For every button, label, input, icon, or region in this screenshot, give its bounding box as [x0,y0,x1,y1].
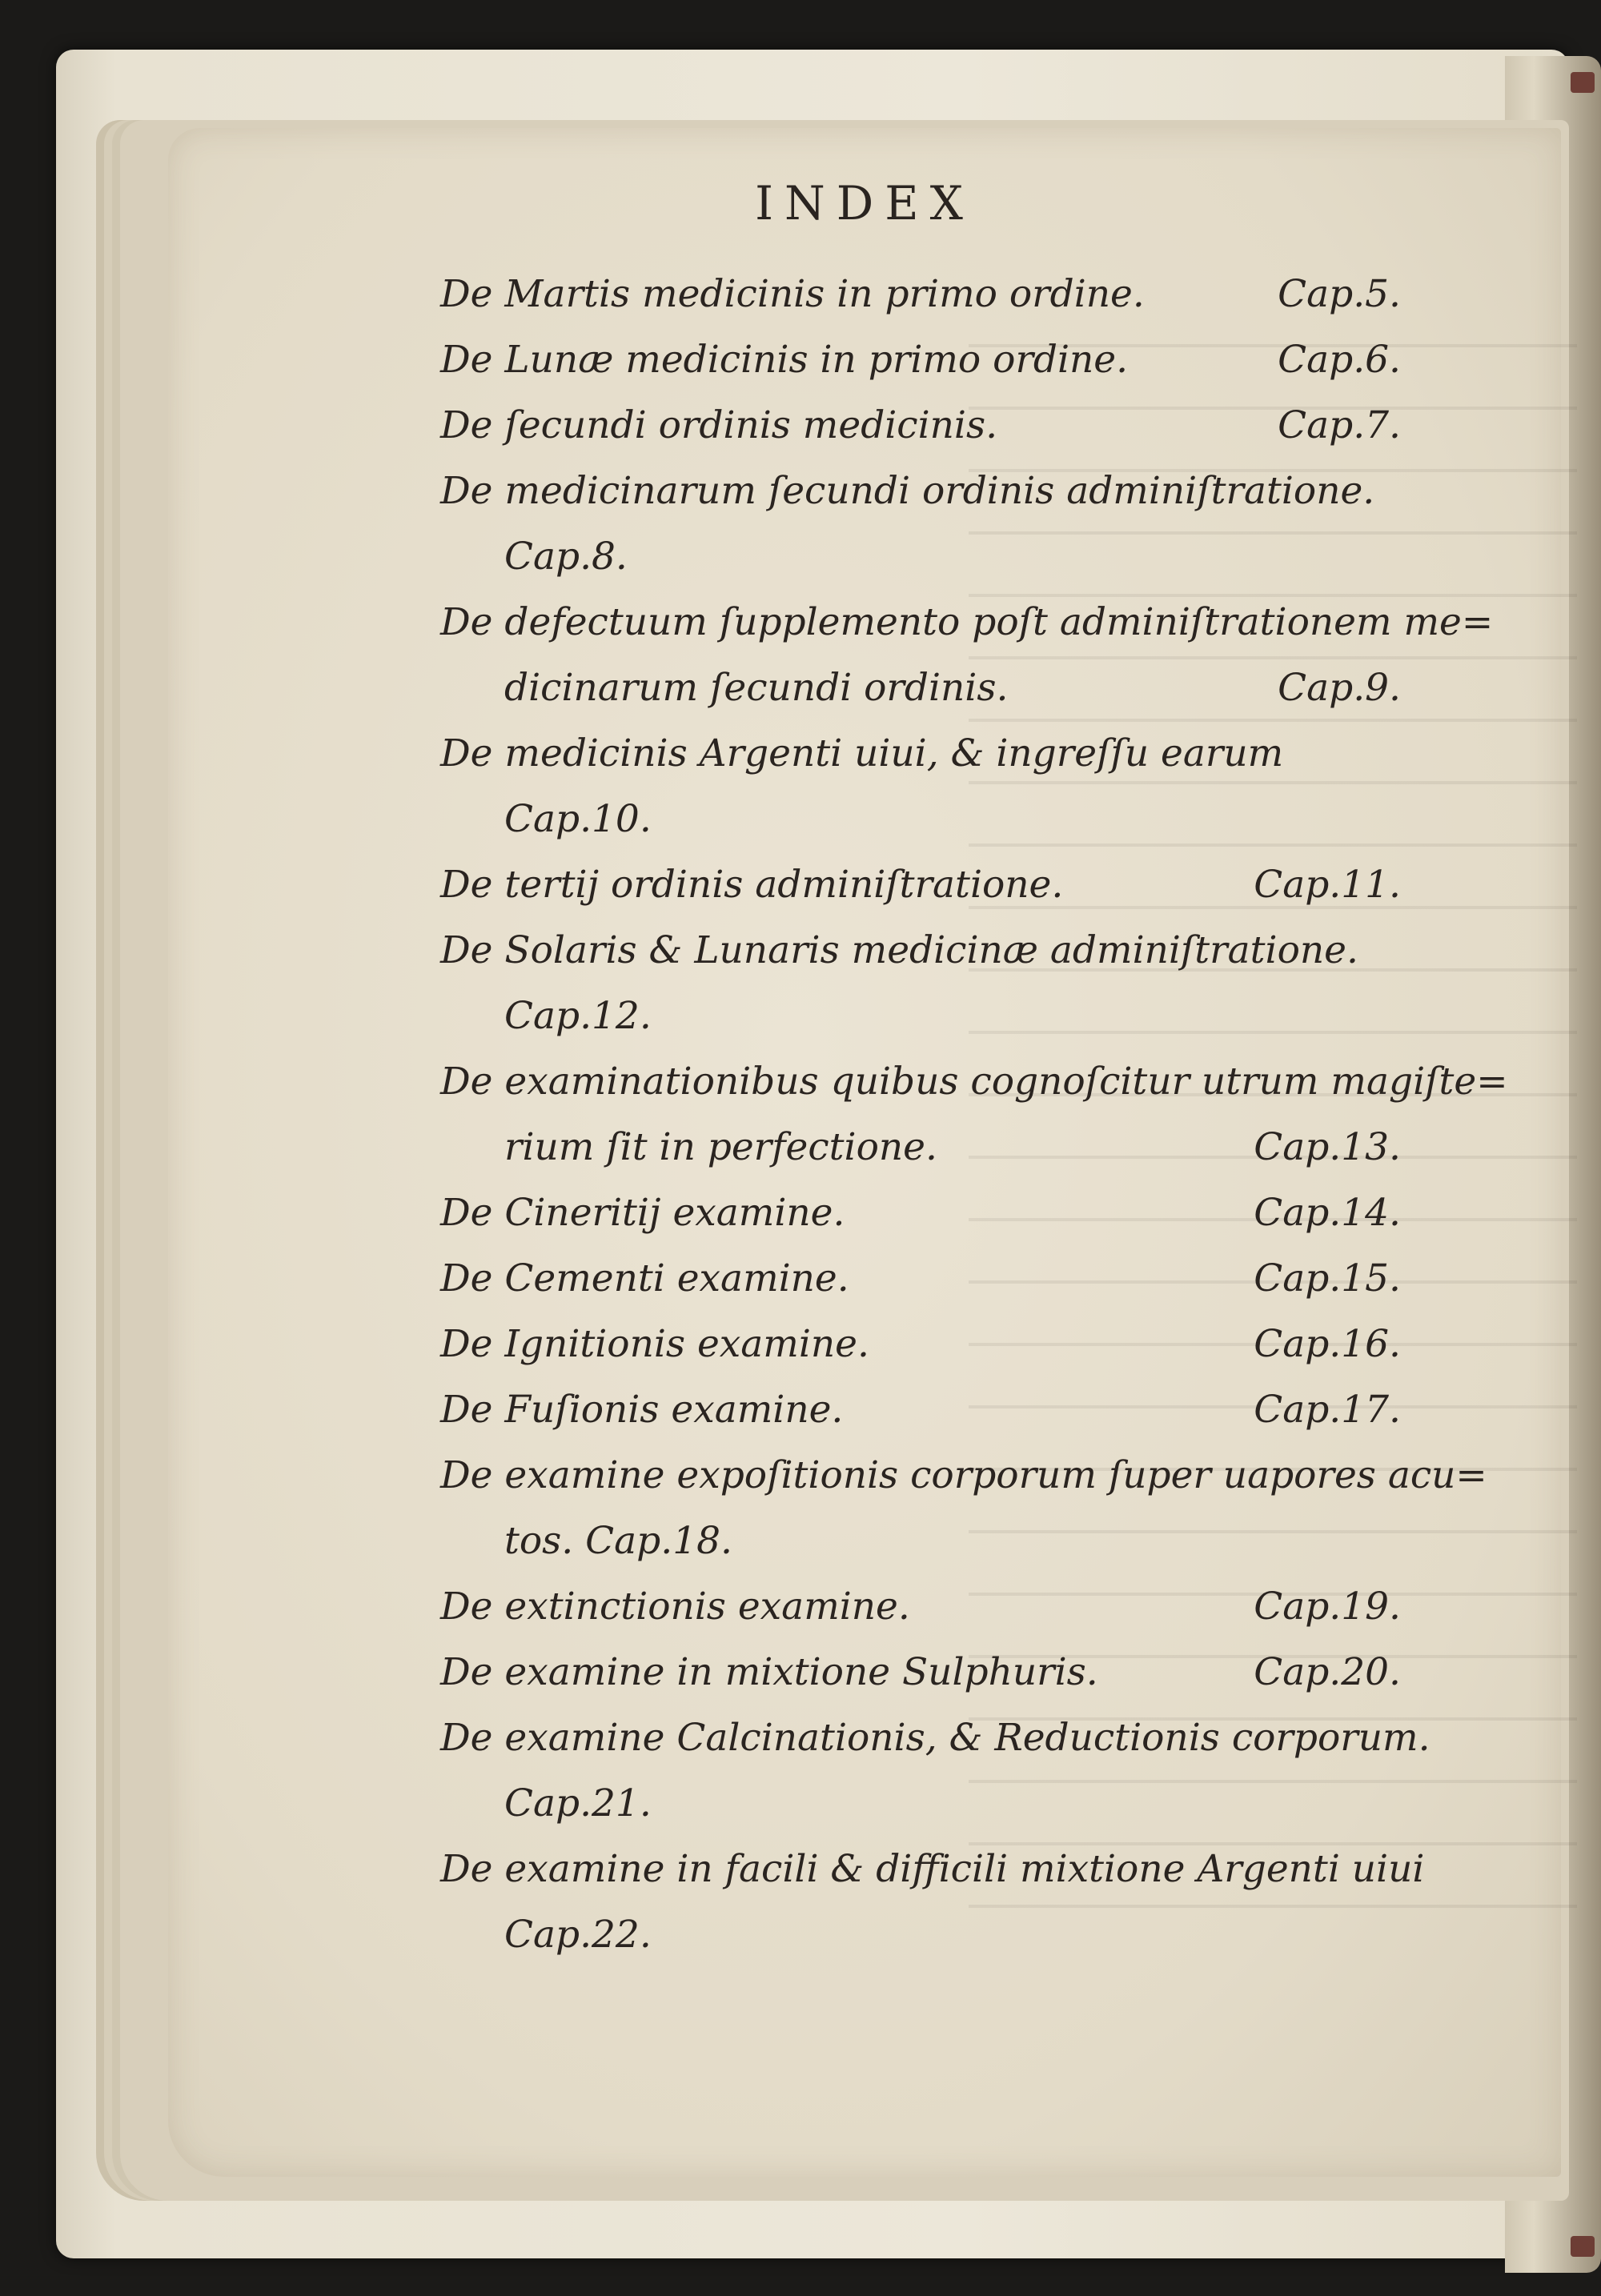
chapter-number: Cap.16. [1254,1322,1401,1366]
page-heading: INDEX [755,176,974,230]
index-entry: De Solaris & Lunaris medicinæ adminiſtratione. [440,928,1358,972]
chapter-number: Cap.17. [1254,1388,1401,1432]
index-entry: dicinarum ſecundi ordinis. [504,666,1009,710]
headband [1571,72,1595,93]
index-entry: De tertij ordinis adminiſtratione. [440,863,1064,907]
index-entry: tos. Cap.18. [504,1519,732,1563]
index-entry: De examine in facili & difficili mixtione Argenti uiui [440,1847,1425,1891]
chapter-number: Cap.15. [1254,1256,1401,1300]
index-entry: De Martis medicinis in primo ordine. [440,272,1145,316]
chapter-number: Cap.19. [1254,1585,1401,1629]
chapter-number: Cap.14. [1254,1191,1401,1235]
index-entry: De medicinis Argenti uiui, & ingreſſu earum [440,731,1284,775]
index-entry: De examine in mixtione Sulphuris. [440,1650,1098,1694]
index-entry: De extinctionis examine. [440,1585,910,1629]
index-entry: De Fuſionis examine. [440,1388,844,1432]
chapter-number: Cap.11. [1254,863,1401,907]
index-entry: Cap.8. [504,535,628,579]
tailband [1571,2236,1595,2257]
chapter-number: Cap.13. [1254,1125,1401,1169]
index-entry: De Cineritij examine. [440,1191,845,1235]
index-entry: De ſecundi ordinis medicinis. [440,403,998,447]
index-entry: De defectuum ſupplemento poſt adminiſtrationem me= [440,600,1494,644]
index-entry: De examine expoſitionis corporum ſuper uapores acu= [440,1453,1487,1497]
index-entry: De Cementi examine. [440,1256,849,1300]
index-entry: De Ignitionis examine. [440,1322,869,1366]
chapter-number: Cap.7. [1278,403,1401,447]
index-entry: De examinationibus quibus cognoſcitur utrum magiſte= [440,1060,1508,1104]
chapter-number: Cap.9. [1278,666,1401,710]
index-entry: De examine Calcinationis, & Reductionis corporum. [440,1716,1430,1760]
index-entry: Cap.12. [504,994,652,1038]
index-entry: rium ſit in perfectione. [504,1125,937,1169]
index-entry: Cap.21. [504,1781,652,1825]
index-entry: De Lunæ medicinis in primo ordine. [440,338,1129,382]
index-entry: De medicinarum ſecundi ordinis adminiſtratione. [440,469,1375,513]
chapter-number: Cap.20. [1254,1650,1401,1694]
book-page [168,128,1561,2177]
index-entry: Cap.10. [504,797,652,841]
chapter-number: Cap.6. [1278,338,1401,382]
chapter-number: Cap.5. [1278,272,1401,316]
index-entry: Cap.22. [504,1913,652,1957]
